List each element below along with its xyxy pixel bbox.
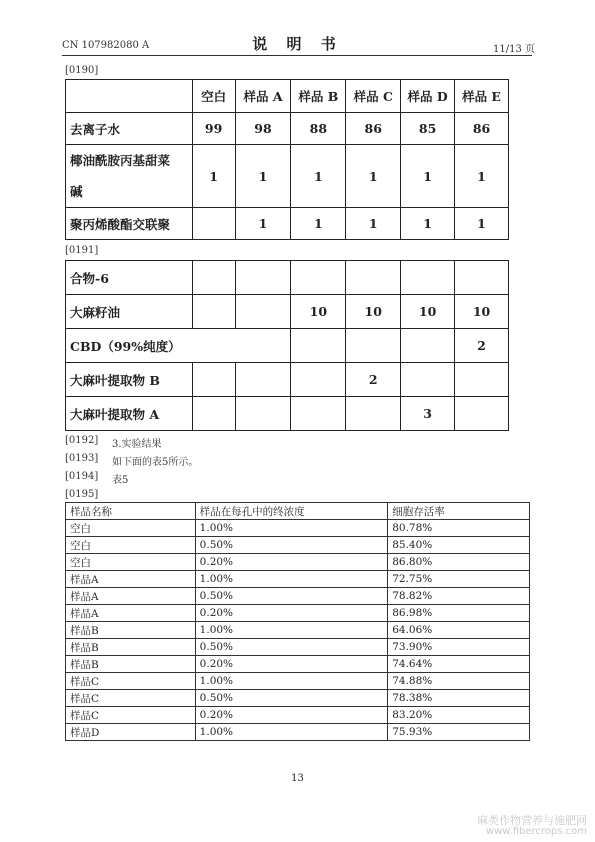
table-cell: 空白 [66,520,196,537]
table-cell: 0.50% [195,537,388,554]
row-label [66,145,193,208]
table-row [66,605,530,622]
table-cell: 空白 [66,537,196,554]
document-title: 说 明 书 [252,35,343,53]
table-cell: 1 [455,145,509,208]
table-row [66,113,509,145]
table-row [66,537,530,554]
table-cell [401,329,455,363]
paragraph-number-0194: [0194] [65,471,99,482]
paragraph-number-0190: [0190] [65,65,99,76]
table-cell: 85 [401,113,455,145]
table-header-row [66,503,530,520]
table-cell: 2 [346,363,401,397]
table-cell: 样品A [66,588,196,605]
table-cell: 1.00% [195,622,388,639]
table-cell [346,329,401,363]
paragraph-text: 3.实验结果 [112,439,162,450]
paragraph-text: 如下面的表5所示。 [112,457,199,468]
paragraph-text: 表5 [112,475,129,486]
table-row [66,724,530,741]
table-cell: 1 [235,208,291,240]
table-cell: 78.38% [388,690,530,707]
paragraph-number-0191: [0191] [65,245,99,256]
table-cell: 1 [291,208,346,240]
table-row [66,329,509,363]
table-cell [192,261,235,295]
table-row [66,363,509,397]
table-row [66,208,509,240]
table-cell: 10 [455,295,509,329]
table-row [66,656,530,673]
table-cell [192,363,235,397]
table-cell [235,261,291,295]
watermark-url: www.fibercrops.com [485,826,587,837]
table-cell [455,397,509,431]
table-cell: 75.93% [388,724,530,741]
table-cell: 1 [346,145,401,208]
table-cell: 86 [455,113,509,145]
table-cell: 88 [291,113,346,145]
table-cell [455,261,509,295]
table-cell: 0.20% [195,605,388,622]
table-cell [291,329,346,363]
column-header: 样品在每孔中的终浓度 [195,503,388,520]
table-row [66,397,509,431]
table-row [66,588,530,605]
row-label: 大麻叶提取物 A [66,397,193,431]
table-cell: 78.82% [388,588,530,605]
table-cell: 73.90% [388,639,530,656]
table-cell [235,295,291,329]
page-info: 11/13 页 [493,44,535,55]
table-cell: 86.98% [388,605,530,622]
row-label: CBD（99%纯度） [66,329,291,363]
table-row [66,639,530,656]
row-label-line: 碱 [70,184,83,199]
row-label: 去离子水 [66,113,193,145]
table-cell: 72.75% [388,571,530,588]
table-cell [192,397,235,431]
table-cell: 1.00% [195,724,388,741]
table-row [66,707,530,724]
table-row [66,145,509,208]
table-cell: 样品D [66,724,196,741]
table-cell [192,208,235,240]
table-cell: 样品C [66,690,196,707]
table-row [66,690,530,707]
table-cell: 1 [346,208,401,240]
table-cell: 10 [401,295,455,329]
row-label-line: 椰油酰胺丙基甜菜 [70,153,171,168]
table-row [66,295,509,329]
table-row [66,261,509,295]
table-cell: 86 [346,113,401,145]
table-cell: 样品B [66,639,196,656]
table-cell: 空白 [66,554,196,571]
table-row [66,673,530,690]
table-cell: 1.00% [195,571,388,588]
table-cell: 1 [455,208,509,240]
table-cell: 64.06% [388,622,530,639]
table-cell: 2 [455,329,509,363]
table-cell: 10 [346,295,401,329]
table-cell: 1 [401,208,455,240]
row-label: 聚丙烯酸酯交联聚 [66,208,193,240]
table-cell [291,363,346,397]
table-cell: 0.20% [195,554,388,571]
row-label: 大麻叶提取物 B [66,363,193,397]
table-cell: 86.80% [388,554,530,571]
table-row [66,622,530,639]
column-header: 样品名称 [66,503,196,520]
table-cell: 样品B [66,622,196,639]
table-cell: 1.00% [195,673,388,690]
table-header-row [66,80,509,113]
table-cell [235,397,291,431]
table-row [66,554,530,571]
column-header: 样品 C [346,80,401,113]
column-header: 样品 E [455,80,509,113]
table-cell: 0.50% [195,639,388,656]
table-cell [291,261,346,295]
column-header: 样品 D [401,80,455,113]
table-cell [192,295,235,329]
patent-number: CN 107982080 A [62,40,150,51]
table-cell: 1 [235,145,291,208]
table-cell: 0.20% [195,707,388,724]
table-cell [401,261,455,295]
row-label: 合物-6 [66,261,193,295]
table-cell [291,397,346,431]
table-row [66,571,530,588]
table-cell: 85.40% [388,537,530,554]
paragraph-number-0192: [0192] [65,435,99,446]
table-row [66,520,530,537]
table-cell: 样品C [66,673,196,690]
table-cell: 样品B [66,656,196,673]
table-cell [235,363,291,397]
column-header: 样品 A [235,80,291,113]
column-header: 细胞存活率 [388,503,530,520]
header-divider [62,55,532,56]
table-cell: 98 [235,113,291,145]
table-cell: 1 [192,145,235,208]
table-cell: 样品A [66,571,196,588]
table-cell: 10 [291,295,346,329]
table-cell: 样品A [66,605,196,622]
table-cell: 1 [291,145,346,208]
paragraph-number-0193: [0193] [65,453,99,464]
row-label: 大麻籽油 [66,295,193,329]
table-cell: 74.64% [388,656,530,673]
table-cell: 99 [192,113,235,145]
table-cell: 0.50% [195,588,388,605]
table-cell: 1 [401,145,455,208]
table-cell: 1.00% [195,520,388,537]
formulation-table-part2 [65,260,509,431]
table-cell: 样品C [66,707,196,724]
cell-viability-table [65,502,530,741]
table-cell [66,80,193,113]
column-header: 样品 B [291,80,346,113]
formulation-table-part1 [65,79,509,240]
table-cell: 83.20% [388,707,530,724]
table-cell [346,397,401,431]
table-cell [401,363,455,397]
table-cell [455,363,509,397]
table-cell: 3 [401,397,455,431]
table-cell: 0.50% [195,690,388,707]
column-header: 空白 [192,80,235,113]
table-cell [346,261,401,295]
table-cell: 74.88% [388,673,530,690]
paragraph-number-0195: [0195] [65,489,99,500]
page-number: 13 [291,773,304,784]
table-cell: 0.20% [195,656,388,673]
watermark-title: 麻类作物营养与施肥网 [477,814,587,827]
table-cell: 80.78% [388,520,530,537]
